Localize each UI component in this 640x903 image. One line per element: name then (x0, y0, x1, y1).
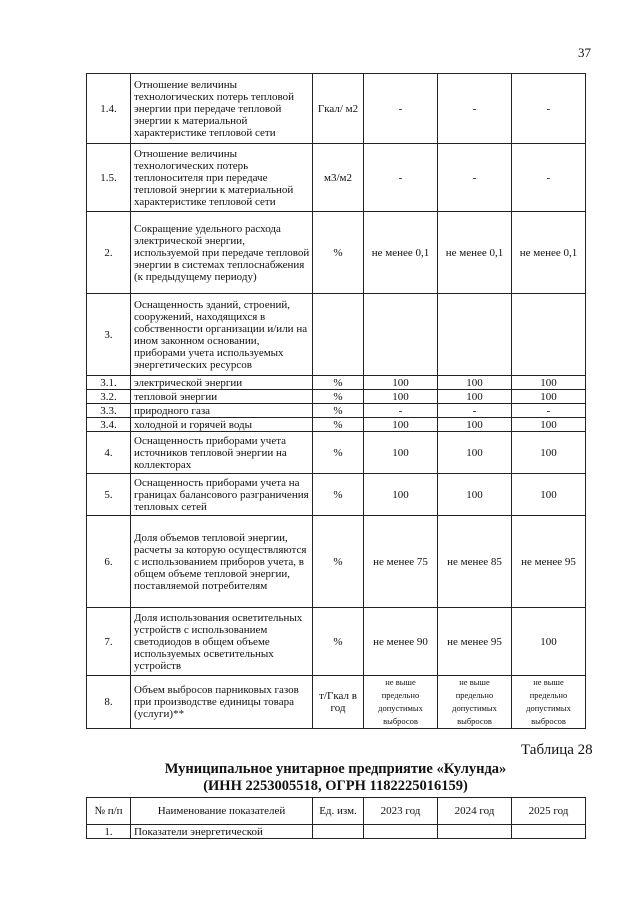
row-unit: Гкал/ м2 (313, 74, 364, 144)
row-value-2024: 100 (438, 432, 512, 474)
row-unit: м3/м2 (313, 144, 364, 212)
row-value-2023: не выше предельно допустимых выбросов (364, 676, 438, 729)
header-2023: 2023 год (364, 798, 438, 825)
row-name: Доля использования осветительных устройств с использованием светодиодов в общем объеме используемых осветительных устройств (131, 608, 313, 676)
header-num: № п/п (87, 798, 131, 825)
header-name: Наименование показателей (131, 798, 313, 825)
row-value-2024: не менее 85 (438, 516, 512, 608)
row-value-2023: - (364, 404, 438, 418)
row-num: 4. (87, 432, 131, 474)
row-name: Показатели энергетической (131, 825, 313, 839)
table-row (87, 404, 586, 418)
row-num: 1.4. (87, 74, 131, 144)
table-row (87, 74, 586, 144)
table-row (87, 676, 586, 729)
row-value-2024: не менее 95 (438, 608, 512, 676)
row-num: 8. (87, 676, 131, 729)
row-name: Доля объемов тепловой энергии, расчеты за которую осуществляются с использованием приборов учета, в общем объеме тепловой энергии, поставляемой потребителям (131, 516, 313, 608)
row-unit: % (313, 474, 364, 516)
header-2025: 2025 год (512, 798, 586, 825)
row-value-2025: не менее 95 (512, 516, 586, 608)
row-name: электрической энергии (131, 376, 313, 390)
row-num: 3.4. (87, 418, 131, 432)
row-num: 5. (87, 474, 131, 516)
table-row (87, 376, 586, 390)
page-number: 37 (578, 45, 591, 60)
row-num: 6. (87, 516, 131, 608)
row-name: Сокращение удельного расхода электрической энергии, используемой при передаче тепловой энергии в системах теплоснабжения (к предыдущему периоду) (131, 212, 313, 294)
row-value-2025: 100 (512, 608, 586, 676)
row-value-2023: 100 (364, 432, 438, 474)
table-header-row (87, 798, 586, 825)
row-value-2024: 100 (438, 390, 512, 404)
table-row (87, 144, 586, 212)
row-value-2023: не менее 75 (364, 516, 438, 608)
row-unit: % (313, 516, 364, 608)
row-value-2025: 100 (512, 432, 586, 474)
row-value-2024: - (438, 144, 512, 212)
row-value-2023: 100 (364, 376, 438, 390)
row-value-2024: не выше предельно допустимых выбросов (438, 676, 512, 729)
row-value-2023: 100 (364, 418, 438, 432)
row-unit: % (313, 404, 364, 418)
row-value-2025: 100 (512, 390, 586, 404)
row-value-2025: - (512, 144, 586, 212)
row-num: 3.1. (87, 376, 131, 390)
row-unit: % (313, 212, 364, 294)
row-value-2024: 100 (438, 418, 512, 432)
row-value-2023: 100 (364, 474, 438, 516)
row-name: тепловой энергии (131, 390, 313, 404)
row-unit (313, 294, 364, 376)
row-value-2023: - (364, 144, 438, 212)
row-value-2023: не менее 0,1 (364, 212, 438, 294)
table-row (87, 516, 586, 608)
next-table (86, 797, 586, 839)
row-num: 2. (87, 212, 131, 294)
row-name: холодной и горячей воды (131, 418, 313, 432)
table-row (87, 608, 586, 676)
row-name: природного газа (131, 404, 313, 418)
table-row (87, 294, 586, 376)
row-name: Отношение величины технологических потерь тепловой энергии при передаче тепловой энергии к материальной характеристике тепловой сети (131, 74, 313, 144)
row-value-2025: не менее 0,1 (512, 212, 586, 294)
row-name: Оснащенность приборами учета источников тепловой энергии на коллекторах (131, 432, 313, 474)
org-registration: (ИНН 2253005518, ОГРН 1182225016159) (203, 778, 468, 794)
table-caption: Таблица 28 (521, 742, 593, 758)
row-value-2025: - (512, 74, 586, 144)
row-value-2025: 100 (512, 418, 586, 432)
row-unit: % (313, 608, 364, 676)
row-value-2023 (364, 294, 438, 376)
row-name: Оснащенность приборами учета на границах балансового разграничения тепловых сетей (131, 474, 313, 516)
row-value-2023: - (364, 74, 438, 144)
indicators-table (86, 73, 586, 729)
row-value-2025: - (512, 404, 586, 418)
row-value-2024: 100 (438, 376, 512, 390)
row-num: 7. (87, 608, 131, 676)
org-title: Муниципальное унитарное предприятие «Кулунда» (164, 761, 507, 777)
row-value-2023: не менее 90 (364, 608, 438, 676)
row-name: Отношение величины технологических потерь теплоносителя при передаче тепловой энергии к материальной характеристике тепловой сети (131, 144, 313, 212)
row-value-2024: - (438, 74, 512, 144)
row-value-2024: 100 (438, 474, 512, 516)
row-num: 1.5. (87, 144, 131, 212)
header-2024: 2024 год (438, 798, 512, 825)
row-value-2023: 100 (364, 390, 438, 404)
row-num: 1. (87, 825, 131, 839)
table-row (87, 418, 586, 432)
row-value-2025: не выше предельно допустимых выбросов (512, 676, 586, 729)
row-value-2024 (438, 294, 512, 376)
row-value-2024: - (438, 404, 512, 418)
table-row (87, 432, 586, 474)
row-value-2025: 100 (512, 376, 586, 390)
row-num: 3.2. (87, 390, 131, 404)
row-value-2025 (512, 294, 586, 376)
row-unit: % (313, 390, 364, 404)
row-value-2024: не менее 0,1 (438, 212, 512, 294)
row-unit: % (313, 376, 364, 390)
row-num: 3. (87, 294, 131, 376)
table-row (87, 474, 586, 516)
row-value-2025: 100 (512, 474, 586, 516)
row-unit: % (313, 418, 364, 432)
table-row (87, 825, 586, 839)
row-name: Оснащенность зданий, строений, сооружений, находящихся в собственности организации и/или на ином законном основании, приборами учета используемых энергетических ресурсов (131, 294, 313, 376)
row-num: 3.3. (87, 404, 131, 418)
row-name: Объем выбросов парниковых газов при производстве единицы товара (услуги)** (131, 676, 313, 729)
table-row (87, 390, 586, 404)
row-unit: % (313, 432, 364, 474)
header-unit: Ед. изм. (313, 798, 364, 825)
table-row (87, 212, 586, 294)
row-unit: т/Гкал в год (313, 676, 364, 729)
